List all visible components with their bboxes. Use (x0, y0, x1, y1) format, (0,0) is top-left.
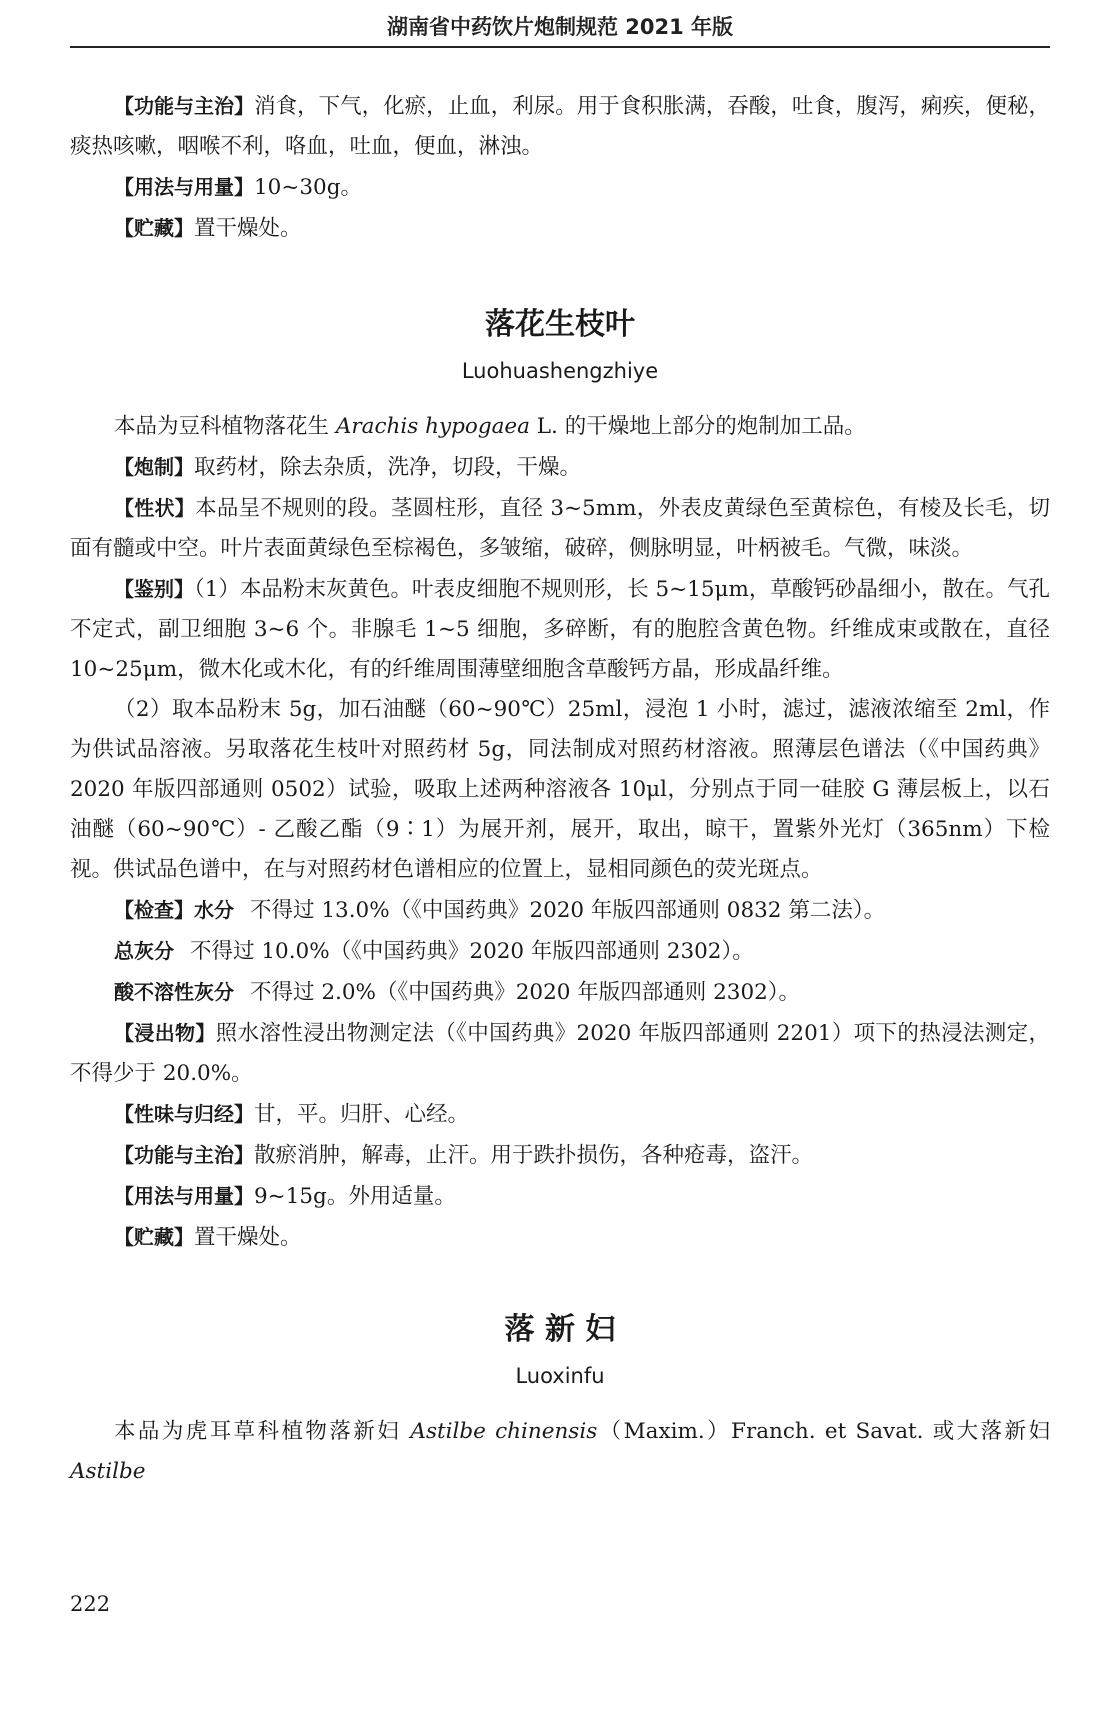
monograph-pinyin-peanut: Luohuashengzhiye (461, 359, 659, 383)
astilbe-intro-mid: （Maxim.）Franch. et Savat. 或大落新妇 (597, 1419, 1050, 1444)
character-text: 本品呈不规则的段。茎圆柱形，直径 3~5mm，外表皮黄绿色至黄棕色，有棱及长毛，切面有髓或中空。叶片表面黄绿色至棕褐色，多皱缩，破碎，侧脉明显，叶柄被毛。气微，味淡。 (70, 496, 1050, 561)
header-title: 湖南省中药饮片炮制规范 2021 年版 (386, 15, 734, 39)
identification-paragraph-2 (70, 690, 1050, 890)
acid-ash-text: 不得过 2.0%（《中国药典》2020 年版四部通则 2302）。 (250, 980, 801, 1005)
astilbe-latin-name-2: Astilbe (70, 1459, 146, 1484)
prev-usage-text: 10~30g。 (254, 175, 362, 200)
prev-usage-label: 【用法与用量】 (114, 175, 254, 199)
prev-storage-paragraph (70, 208, 1050, 249)
prev-function-label: 【功能与主治】 (114, 94, 255, 118)
total-ash-paragraph (70, 931, 1050, 972)
astilbe-intro-paragraph (70, 1412, 1050, 1492)
extract-paragraph (70, 1013, 1050, 1094)
check-moisture-paragraph (70, 890, 1050, 931)
identification-text-1: （1）本品粉末灰黄色。叶表皮细胞不规则形，长 5~15μm，草酸钙砂晶细小，散在。气孔不定式，副卫细胞 3~6 个。非腺毛 1~5 细胞，多碎断，有的胞腔含黄色物。纤维成束或散在，直径 10~25μm，微木化或木化，有的纤维周围薄壁细胞含草酸钙方晶，形成晶纤维。 (70, 577, 1050, 682)
acid-ash-label: 酸不溶性灰分 (114, 980, 234, 1004)
prev-function-paragraph (70, 86, 1050, 167)
prev-storage-label: 【贮藏】 (114, 216, 194, 240)
storage-text: 置干燥处。 (194, 1225, 302, 1250)
usage-paragraph (70, 1176, 1050, 1217)
total-ash-text: 不得过 10.0%（《中国药典》2020 年版四部通则 2302）。 (190, 939, 754, 964)
function-paragraph (70, 1135, 1050, 1176)
prev-storage-text: 置干燥处。 (194, 216, 302, 241)
character-paragraph (70, 488, 1050, 569)
identification-label: 【鉴别】 (114, 577, 195, 601)
extract-label: 【浸出物】 (114, 1021, 216, 1045)
total-ash-label: 总灰分 (114, 939, 174, 963)
usage-label: 【用法与用量】 (114, 1184, 254, 1208)
nature-paragraph (70, 1094, 1050, 1135)
astilbe-intro-text: 本品为虎耳草科植物落新妇 (114, 1419, 402, 1444)
intro-text: 本品为豆科植物落花生 (114, 414, 330, 439)
identification-paragraph-1 (70, 569, 1050, 690)
character-label: 【性状】 (114, 496, 196, 520)
storage-paragraph (70, 1217, 1050, 1258)
processing-paragraph (70, 447, 1050, 488)
page-content (70, 86, 1050, 1492)
processing-label: 【炮制】 (114, 455, 194, 479)
moisture-label: 水分 (194, 898, 234, 922)
page-number: 222 (70, 1592, 111, 1616)
astilbe-latin-name-1: Astilbe chinensis (410, 1419, 598, 1444)
monograph-title-peanut: 落花生枝叶 (485, 307, 635, 342)
moisture-text: 不得过 13.0%（《中国药典》2020 年版四部通则 0832 第二法）。 (250, 898, 886, 923)
acid-ash-paragraph (70, 972, 1050, 1013)
prev-function-text: 消食，下气，化瘀，止血，利尿。用于食积胀满，吞酸，吐食，腹泻，痢疾，便秘，痰热咳嗽，咽喉不利，咯血，吐血，便血，淋浊。 (70, 94, 1051, 159)
extract-text: 照水溶性浸出物测定法（《中国药典》2020 年版四部通则 2201）项下的热浸法测定，不得少于 20.0%。 (70, 1021, 1051, 1086)
running-header (70, 10, 1050, 48)
function-label: 【功能与主治】 (114, 1143, 254, 1167)
function-text: 散瘀消肿，解毒，止汗。用于跌扑损伤，各种疮毒，盗汗。 (254, 1143, 814, 1168)
usage-text: 9~15g。外用适量。 (254, 1184, 456, 1209)
identification-text-2: （2）取本品粉末 5g，加石油醚（60~90℃）25ml，浸泡 1 小时，滤过，滤液浓缩至 2ml，作为供试品溶液。另取落花生枝叶对照药材 5g，同法制成对照药材溶液。照薄层色谱法（《中国药典》2020 年版四部通则 0502）试验，吸取上述两种溶液各 10μl，分别点于同一硅胶 G 薄层板上，以石油醚（60~90℃）- 乙酸乙酯（9∶1）为展开剂，展开，取出，晾干，置紫外光灯（365nm）下检视。供试品色谱中，在与对照药材色谱相应的位置上，显相同颜色的荧光斑点。 (70, 697, 1050, 882)
intro-text-end: L. 的干燥地上部分的炮制加工品。 (529, 414, 866, 439)
monograph-pinyin-astilbe: Luoxinfu (515, 1364, 605, 1388)
nature-label: 【性味与归经】 (114, 1102, 254, 1126)
prev-usage-paragraph (70, 167, 1050, 208)
monograph-title-astilbe: 落 新 妇 (504, 1312, 616, 1347)
check-label: 【检查】 (114, 898, 194, 922)
intro-paragraph (70, 407, 1050, 447)
processing-text: 取药材，除去杂质，洗净，切段，干燥。 (194, 455, 582, 480)
nature-text: 甘，平。归肝、心经。 (254, 1102, 470, 1127)
storage-label: 【贮藏】 (114, 1225, 194, 1249)
latin-name: Arachis hypogaea (335, 414, 530, 439)
